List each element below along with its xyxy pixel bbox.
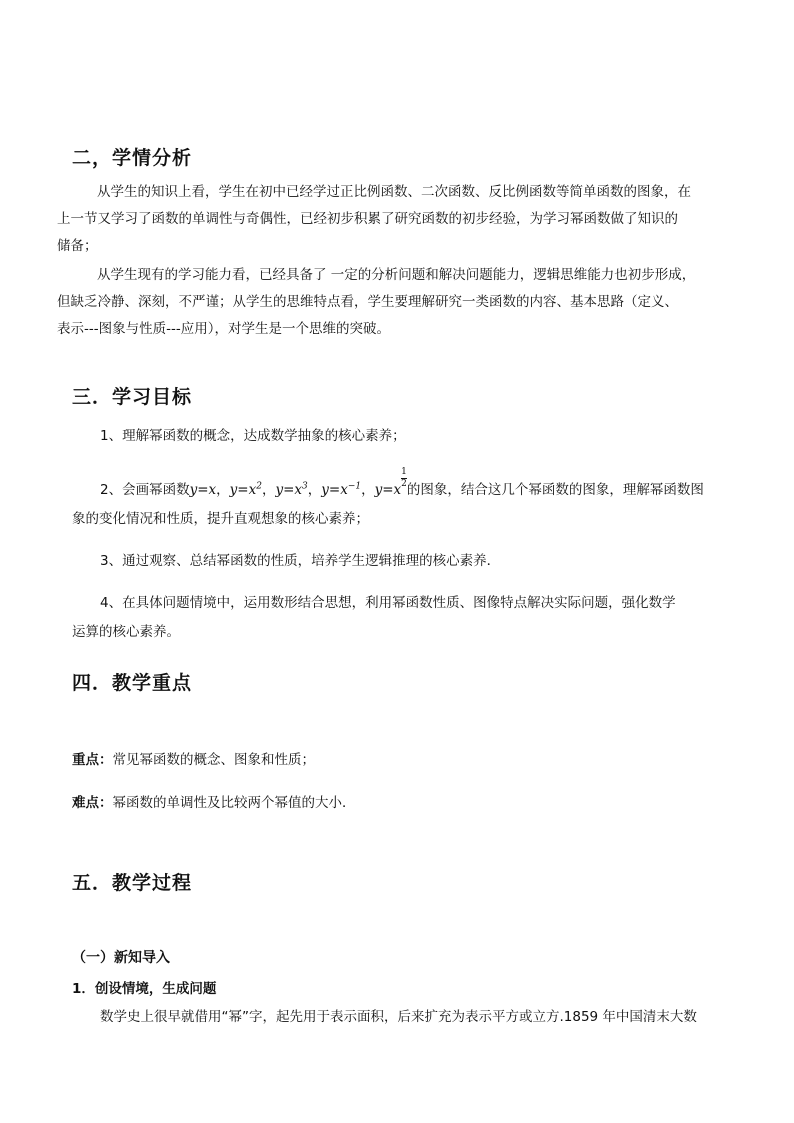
formula-base: y=x — [229, 482, 257, 498]
paragraph-ability — [57, 262, 733, 343]
text-line: 表示---图象与性质---应用），对学生是一个思维的突破。 — [57, 321, 390, 337]
formula-y-x-cubed — [275, 482, 307, 498]
key-point-line — [72, 748, 315, 768]
subsection-heading: （一）新知导入 — [72, 950, 170, 966]
text-line: 从学生的知识上看，学生在初中已经学过正比例函数、二次函数、反比例函数等简单函数的图象，在 — [97, 184, 691, 200]
separator: ， — [361, 482, 375, 498]
intro-paragraph-line: 数学史上很早就借用“幂”字，起先用于表示面积，后来扩充为表示平方或立方.1859 年中国清末大数 — [100, 1009, 697, 1025]
section-heading-teaching-process: 五．教学过程 — [72, 872, 193, 894]
goal-text: 的图象，结合这几个幂函数的图象，理解幂函数图 — [406, 482, 704, 498]
fraction-numerator: 1 — [401, 467, 407, 477]
separator: ， — [216, 482, 230, 498]
text-line: 储备； — [57, 238, 98, 254]
goal-item-4-cont: 运算的核心素养。 — [72, 624, 180, 640]
subsection-item-heading: 1．创设情境，生成问题 — [72, 981, 217, 997]
goal-text: 2、会画幂函数 — [100, 482, 190, 498]
formula-y-x-inverse — [321, 482, 361, 498]
text-line: 上一节又学习了函数的单调性与奇偶性，已经初步积累了研究函数的初步经验，为学习幂函数做了知识的 — [57, 211, 678, 227]
fraction-denominator: 2 — [401, 479, 407, 489]
goal-item-2-cont: 象的变化情况和性质，提升直观想象的核心素养； — [72, 511, 369, 527]
formula-base: y=x — [275, 482, 303, 498]
difficult-point-label: 难点： — [72, 795, 113, 811]
key-point-text: 常见幂函数的概念、图象和性质； — [112, 752, 315, 768]
difficult-point-line — [72, 791, 356, 811]
fraction-exponent — [401, 468, 407, 489]
section-heading-key-points: 四．教学重点 — [72, 672, 193, 694]
goal-item-2 — [100, 467, 704, 501]
formula-y-x: y=x — [189, 482, 217, 498]
formula-exponent: −1 — [347, 481, 362, 492]
paragraph-knowledge — [57, 179, 733, 260]
difficult-point-text: 幂函数的单调性及比较两个幂值的大小． — [112, 795, 356, 811]
goal-item-4: 4、在具体问题情境中，运用数形结合思想，利用幂函数性质、图像特点解决实际问题，强化数学 — [100, 595, 676, 611]
section-heading-learning-goals: 三．学习目标 — [72, 386, 193, 408]
formula-base: y=x — [321, 482, 348, 498]
key-point-label: 重点： — [72, 752, 113, 768]
section-heading-learning-analysis: 二，学情分析 — [72, 147, 193, 169]
separator: ， — [261, 482, 276, 498]
formula-exponent: 3 — [302, 481, 308, 492]
formula-y-x-half — [374, 467, 407, 498]
goal-item-3: 3、通过观察、总结幂函数的性质，培养学生逻辑推理的核心素养． — [100, 553, 501, 569]
formula-exponent: 2 — [256, 481, 262, 492]
text-line: 从学生现有的学习能力看，已经具备了 一定的分析问题和解决问题能力，逻辑思维能力也初步形成， — [97, 267, 696, 283]
formula-base: y=x — [374, 482, 402, 498]
text-line: 但缺乏冷静、深刻，不严谨；从学生的思维特点看，学生要理解研究一类函数的内容、基本思路（定义、 — [57, 294, 678, 310]
separator: ， — [307, 482, 322, 498]
formula-y-x-squared — [230, 482, 262, 498]
goal-item-1: 1、理解幂函数的概念，达成数学抽象的核心素养； — [100, 428, 406, 444]
